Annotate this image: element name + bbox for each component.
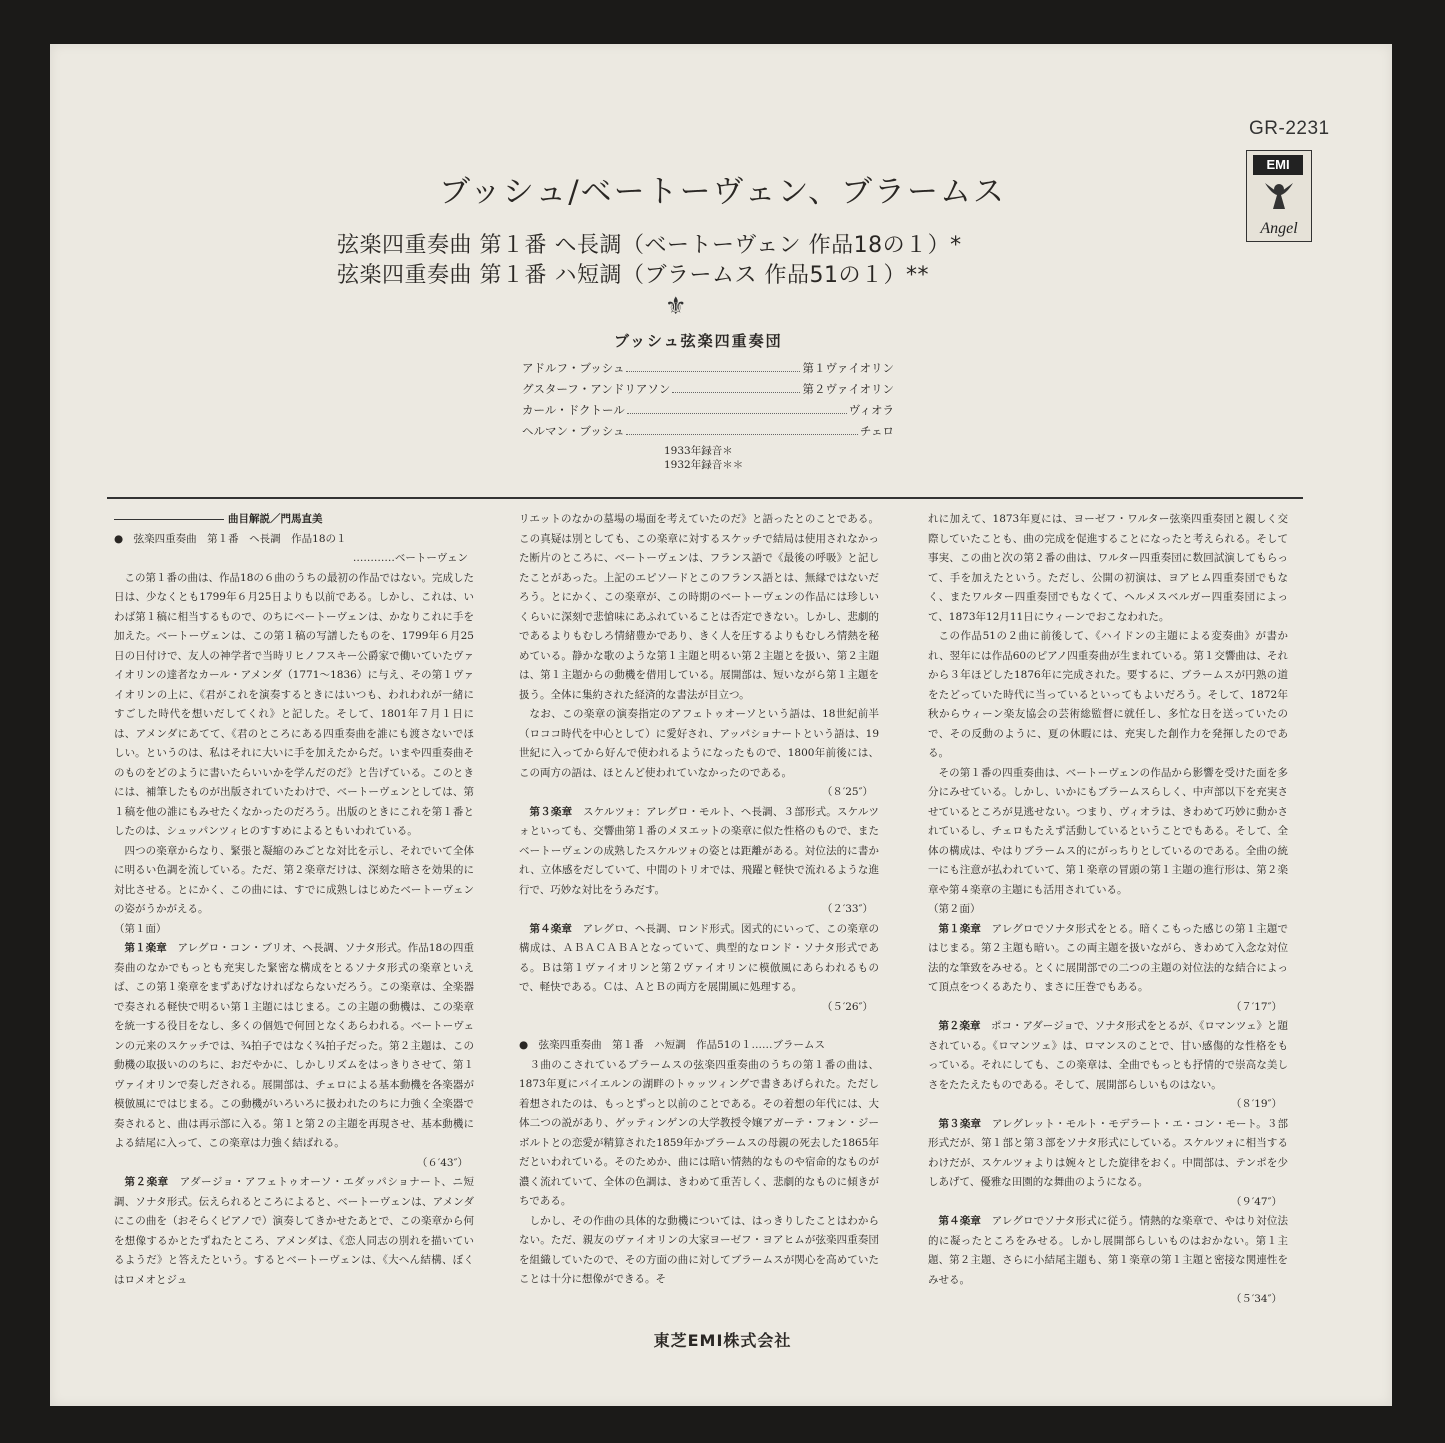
movement-paragraph: 第４楽章 アレグロでソナタ形式に従う。情熱的な楽章で、やはり対位法的に凝ったところをみせる。しかし展開部らしいものはおかない。第１主題、第２主題、さらに小結尾主題も、第１楽章の第１主題と密接な関連性をみせる。 — [928, 1215, 1288, 1286]
divider-rule — [107, 497, 1303, 499]
member-row — [522, 379, 894, 400]
work-title-brahms: 弦楽四重奏曲 第１番 ハ短調（ブラームス 作品51の１）** — [337, 263, 929, 288]
recording-years — [664, 444, 743, 472]
movement-paragraph: 第４楽章 アレグロ、ヘ長調、ロンド形式。図式的にいって、この楽章の構成は、ＡＢＡＣＡＢＡとなっていて、典型的なロンド・ソナタ形式である。Ｂは第１ヴァイオリンと第２ヴァイオリンに模倣風にあらわれるもので、軽快である。Ｃは、ＡとＢの両方を展開風に処理する。 — [519, 922, 879, 993]
member-row — [522, 400, 894, 421]
work-heading: ● 弦楽四重奏曲 第１番 ハ短調 作品51の１……ブラームス — [519, 1039, 826, 1051]
commentary-column-2 — [519, 510, 879, 1290]
member-role: ヴィオラ — [848, 403, 894, 417]
work-heading: ● 弦楽四重奏曲 第１番 ヘ長調 作品18の１ — [114, 532, 347, 545]
movement-label: 第３楽章 — [938, 1117, 982, 1130]
paragraph: この第１番の曲は、作品18の６曲のうちの最初の作品ではない。完成した日は、少なくとも1799年６月25日よりも以前である。しかし、これは、いわば第１稿に相当するもので、のちにベートーヴェンは、かなりこれに手を加えた。ベートーヴェンは、この第１稿の写譜したものを、1799年６月25日の日付けで、友人の神学者で当時リヒノフスキー公爵家で働いていたヴァイオリンの達者なカール・アメンダ（1771～1836）に与え、その第１ヴァイオリンの上に、《君がこれを演奏するときにはいつも、われわれが一緒にすごした時代を想いだしてくれ》と記した。そして、1801年７月１日には、アメンダにあてて、《君のところにある四重奏曲を誰にも渡さないでほしい。というのは、私はそれに大いに手を加えたからだ。いまや四重奏曲そのものをどのように書いたらいいかを学んだのだ》と告げている。このときには、補筆したものが出版されていたわけで、ベートーヴェンとしては、第１稿を他の誰にもみせたくなかったのだろう。出版のときにこれを第１番としたのは、シュッパンツィヒのすすめによるともいわれている。 — [114, 571, 474, 837]
recording-year-1: 1933年録音＊ — [664, 445, 733, 457]
commentary-column-1 — [114, 510, 474, 1290]
emi-logo-text: EMI — [1253, 155, 1303, 175]
movement-label: 第１楽章 — [124, 942, 167, 954]
side-label: （第２面） — [928, 903, 981, 915]
bullet-icon: ● — [519, 1039, 529, 1051]
member-row — [522, 358, 894, 379]
fleur-de-lis-icon: ⚜ — [665, 292, 687, 320]
movement-paragraph: 第１楽章 アレグロ・コン・ブリオ、ヘ長調、ソナタ形式。作品18の四重奏曲のなかでもっとも充実した緊密な構成をとるソナタ形式の楽章といえば、この第１楽章をまずあげなければならないだろう。この楽章は、全楽器で奏される軽快で明るい第１主題にはじまる。この主題の動機は、この楽章を統一する役目をなし、多くの個処で何回となくあらわれる。ベートーヴェンの元来のスケッチでは、¾拍子ではなく¾拍子だった。第２主題は、この動機の取扱いののちに、おだやかに、しかしリズムをはっきりさせて、第１ヴァイオリンで奏しだされる。展開部は、チェロによる基本動機を各楽器が模倣風にではじまる。この動機がいろいろに扱われたのちに力強く全楽器で奏されると、曲は再示部に入る。第１と第２の主題を再現させ、基本動機による結尾に入って、この楽章は力強く結ばれる。 — [114, 942, 474, 1149]
movement-label: 第２楽章 — [938, 1020, 981, 1032]
commentary-heading: 曲目解説／門馬直美 — [114, 510, 474, 530]
movement-label: 第１楽章 — [938, 922, 982, 935]
member-name: カール・ドクトール — [522, 403, 625, 417]
movement-label: 第４楽章 — [938, 1215, 982, 1227]
ensemble-name: ブッシュ弦楽四重奏団 — [614, 332, 783, 350]
work-title-beethoven: 弦楽四重奏曲 第１番 ヘ長調（ベートーヴェン 作品18の１）* — [337, 233, 962, 258]
composer-attribution: …………ベートーヴェン — [352, 552, 468, 564]
recording-year-2: 1932年録音＊＊ — [664, 459, 744, 471]
paragraph: この作品51の２曲に前後して、《ハイドンの主題による変奏曲》が書かれ、翌年には作品60のピアノ四重奏曲が生まれている。第１交響曲は、それから３年ほどした1876年に完成された。要するに、ブラームスが円熟の道をたどっていた時代に当っているといってもよいだろう。そして、1872年秋からウィーン楽友協会の芸術総監督に就任し、多忙な日を送っていたので、その反動のように、夏の休暇には、充実した創作力を発揮したのである。 — [928, 630, 1288, 759]
paragraph: ３曲のこされているブラームスの弦楽四重奏曲のうちの第１番の曲は、1873年夏にバイエルンの湖畔のトゥッツィングで書きあげられた。ただし着想されたのは、もっとずっと以前のことである。その着想の年代には、大体二つの説があり、ゲッティンゲンの大学教授令嬢アガーテ・フォン・ジーボルトとの恋愛が精算された1859年かブラームスの母親の死去した1865年だといわれている。そのためか、曲には暗い情熱的なものや宿命的なものが濃く流れていて、全体の色調は、きわめて重苦しく、悲劇的なものに傾きがちである。 — [519, 1058, 879, 1207]
commentary-column-3 — [928, 510, 1288, 1310]
member-row — [522, 421, 894, 442]
movement-paragraph: 第１楽章 アレグロでソナタ形式をとる。暗くこもった感じの第１主題ではじまる。第２主題も暗い。この両主題を扱いながら、きわめて入念な対位法的な筆致をみせる。とくに展開部での二つの主題の対位法的な結合によって頂点をつくるあたり、まさに圧巻でもある。 — [928, 922, 1289, 993]
paragraph: しかし、その作曲の具体的な動機については、はっきりしたことはわからない。ただ、親友のヴァイオリンの大家ヨーゼフ・ヨアヒムが弦楽四重奏団を組織していたので、その方面の曲に対してブラームスが関心を高めていたことは十分に想像ができる。そ — [519, 1214, 879, 1285]
movement-paragraph: 第３楽章 アレグレット・モルト・モデラート・エ・コン・モート。３部形式だが、第１部と第３部をソナタ形式にしている。スケルツォに相当するわけだが、スケルツォよりは婉々とした旋律をおく。中間部は、テンポを少しあげて、優雅な田園的な舞曲のようになる。 — [928, 1117, 1289, 1188]
movement-paragraph: 第２楽章 ポコ・アダージョで、ソナタ形式をとるが、《ロマンツェ》と題されている。《ロマンツェ》は、ロマンスのことで、甘い感傷的な性格をもっている。それにしても、この楽章は、全曲でもっとも抒情的で崇高な美しさをたたえたものである。そして、展開部らしいものはない。 — [928, 1020, 1289, 1091]
duration: （５′34″） — [1230, 1293, 1282, 1305]
member-list — [522, 358, 894, 442]
duration: （７′17″） — [1230, 1000, 1282, 1013]
catalog-number: GR-2231 — [1249, 118, 1330, 139]
member-role: 第１ヴァイオリン — [802, 361, 894, 375]
duration: （９′47″） — [1230, 1195, 1282, 1208]
paragraph: なお、この楽章の演奏指定のアフェトゥオーソという語は、18世紀前半（ロココ時代を中心として）に愛好され、アッパショナートという語は、19世紀に入ってから好んで使われるようになったもので、1800年前後には、この両方の語は、ほとんど使われていなかったのである。 — [519, 708, 879, 779]
movement-label: 第２楽章 — [124, 1176, 169, 1188]
paragraph: リエットのなかの墓場の場面を考えていたのだ》と語ったとのことである。この真疑は別としても、この楽章に対するスケッチで結局は使用されなかった断片のところに、ベートーヴェンは、フランス語で《最後の呼吸》と記したことがあった。上記のエピソードとこのフランス語とは、無縁ではないだろう。とにかく、この楽章が、この時期のベートーヴェンの作品には珍しいくらいに深刻で悲愴味にあふれていることは否定できない。しかし、悲劇的であるよりもむしろ情緒豊かであり、きく人を圧するよりもむしろ情熱を秘めている。静かな歌のような第１主題と明るい第２主題とを扱い、第２主題は、第１主題からの動機を借用している。展開部は、短いながら第１主題を扱う。全体に集約された経済的な書法が目立つ。 — [519, 513, 879, 701]
paragraph: 四つの楽章からなり、緊張と凝縮のみごとな対比を示し、それでいて全体に明るい色調を流している。ただ、第２楽章だけは、深刻な暗さを効果的に対比させる。とにかく、この曲には、すでに成熟しはじめたベートーヴェンの姿がうかがえる。 — [114, 844, 474, 915]
duration: （８′19″） — [1230, 1098, 1282, 1110]
duration: （８′25″） — [821, 786, 873, 798]
album-title: ブッシュ/ベートーヴェン、ブラームス — [439, 174, 1006, 210]
movement-label: 第３楽章 — [529, 805, 573, 818]
duration: （５′26″） — [821, 1000, 873, 1013]
duration: （２′33″） — [821, 903, 873, 915]
member-name: ヘルマン・ブッシュ — [522, 424, 625, 438]
member-role: チェロ — [859, 424, 894, 438]
bullet-icon: ● — [114, 532, 124, 545]
movement-paragraph: 第３楽章 スケルツォ：アレグロ・モルト、ヘ長調、３部形式。スケルツォといっても、交響曲第１番のメヌエットの楽章に似た性格のもので、またベートーヴェンの成熟したスケルツォの姿とは距離がある。対位法的に書かれ、立体感をだしていて、中間のトリオでは、飛躍と軽快で流れるような進行で、巧妙な対比をうみだす。 — [519, 805, 880, 896]
side-label: （第１面） — [114, 922, 167, 935]
member-role: 第２ヴァイオリン — [802, 382, 894, 396]
movement-label: 第４楽章 — [529, 922, 573, 935]
paragraph: その第１番の四重奏曲は、ベートーヴェンの作品から影響を受けた面を多分にみせている。しかし、いかにもブラームスらしく、中声部以下を充実させているところが見逃せない。つまり、ヴィオラは、きわめて巧妙に動かされているし、チェロもたえず活動しているということでもある。そして、全体の構成は、やはりブラームス的にがっちりとしているのである。全曲の統一にも注意が払われていて、第１楽章の冒頭の第１主題の進行形は、第２楽章や第４楽章の主題にも活用されている。 — [928, 766, 1288, 896]
member-name: グスターフ・アンドリアソン — [522, 382, 671, 396]
member-name: アドルフ・ブッシュ — [522, 361, 625, 375]
movement-paragraph: 第２楽章 アダージョ・アフェトゥオーソ・エダッパショナート、ニ短調、ソナタ形式。伝えられるところによると、ベートーヴェンは、アメンダにこの曲を（おそらくピアノで）演奏してきかせたあとで、この楽章から何を想像するかとたずねたところ、アメンダは、《恋人同志の別れを描いているようだ》と答えたという。するとベートーヴェンは、《大へん結構、ぼくはロメオとジュ — [114, 1176, 475, 1286]
duration: （６′43″） — [416, 1156, 468, 1169]
publisher-name: 東芝EMI株式会社 — [653, 1331, 792, 1350]
angel-label: Angel — [1260, 220, 1298, 237]
paragraph: れに加えて、1873年夏には、ヨーゼフ・ワルター弦楽四重奏団と親しく交際していたことも、曲の完成を促進することになったと考えられる。そして事実、この曲と次の第２番の曲は、ワルター四重奏団に数回試演してもらって、手を加えたという。ただし、公開の初演は、ヨアヒム四重奏団でもなく、またワルター四重奏団でもなくて、ヘルメスベルガー四重奏団によって、1873年12月11日にウィーンでおこなわれた。 — [928, 513, 1288, 623]
